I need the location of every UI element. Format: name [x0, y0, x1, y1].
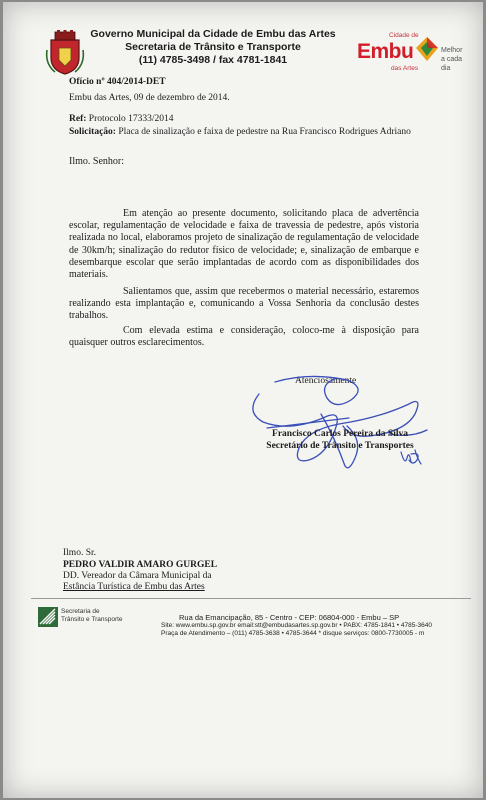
header-government-line: Governo Municipal da Cidade de Embu das Artes [90, 28, 336, 40]
footer-contact-block [161, 614, 451, 638]
transit-department-icon [37, 606, 59, 628]
recipient-salutation: Ilmo. Sr. [63, 548, 96, 558]
brand-tagline: Melhor a cada dia [441, 47, 463, 72]
header-phone-line: (11) 4785-3498 / fax 4781-1841 [138, 54, 288, 66]
recipient-place: Estância Turística de Embu das Artes [63, 582, 205, 592]
signer-title: Secretário de Trânsito e Transportes [266, 441, 414, 451]
footer-department-name: Secretaria de Trânsito e Transporte [61, 608, 123, 623]
oficio-number: Ofício nº 404/2014-DET [69, 77, 166, 87]
footer-divider [31, 598, 471, 599]
body-paragraph-2: Salientamos que, assim que recebermos o material necessário, estaremos realizando esta implantação e, comunicando a Vossa Senhoria da conclusão destes trabalhos. [69, 286, 419, 322]
header-secretariat-line: Secretaria de Trânsito e Transporte [125, 41, 301, 53]
ref-label: Ref: [69, 114, 87, 124]
letter-page [3, 2, 483, 798]
recipient-name: PEDRO VALDIR AMARO GURGEL [63, 560, 218, 570]
subject-label: Solicitação: [69, 127, 116, 137]
body-paragraph-3: Com elevada estima e consideração, coloco-me à disposição para quaisquer outros esclarecimentos. [69, 325, 419, 349]
ref-value: Protocolo 17333/2014 [88, 114, 174, 124]
letter-date: Embu das Artes, 09 de dezembro de 2014. [69, 93, 230, 103]
embu-brand-logo [353, 32, 473, 76]
subject-value: Placa de sinalização e faixa de pedestre na Rua Francisco Rodrigues Adriano [118, 127, 411, 137]
brand-sub-text: das Artes [391, 65, 419, 72]
footer-service: Praça de Atendimento – (011) 4785-3638 • 4785-3644 * disque serviços: 0800-7730005 - m [161, 630, 425, 637]
reference-line [69, 113, 174, 125]
footer-address: Rua da Emancipação, 85 - Centro - CEP: 06804-000 - Embu – SP [179, 613, 400, 622]
closing-text: Atenciosamente [295, 376, 357, 386]
subject-line [69, 126, 411, 138]
initials-mark [399, 448, 423, 468]
brand-name-text: Embu [357, 40, 414, 63]
recipient-role: DD. Vereador da Câmara Municipal da [63, 571, 212, 581]
signer-name: Francisco Carlos Pereira da Silva [272, 429, 408, 439]
brand-top-text: Cidade de [389, 32, 419, 39]
municipal-crest-icon [45, 30, 85, 76]
greeting: Ilmo. Senhor: [69, 156, 124, 167]
footer-site: Site: www.embu.sp.gov.br email:stt@embudasartes.sp.gov.br • PABX: 4785-1841 • 4785-3640 [161, 622, 432, 629]
body-paragraph-1: Em atenção ao presente documento, solicitando placa de advertência escolar, regulamentação de velocidade e faixa de travessia de pedestre, após vistoria realizada no local, elaboramos projeto de sinalização de regulamentação de velocidade de 30km/h; sinalização do redutor físico de velocidade; e, sinalização de embarque e desembarque escolar que serão implantadas de acordo com as disponibilidades dos materiais. [69, 208, 419, 281]
brand-symbol-icon [415, 36, 439, 62]
